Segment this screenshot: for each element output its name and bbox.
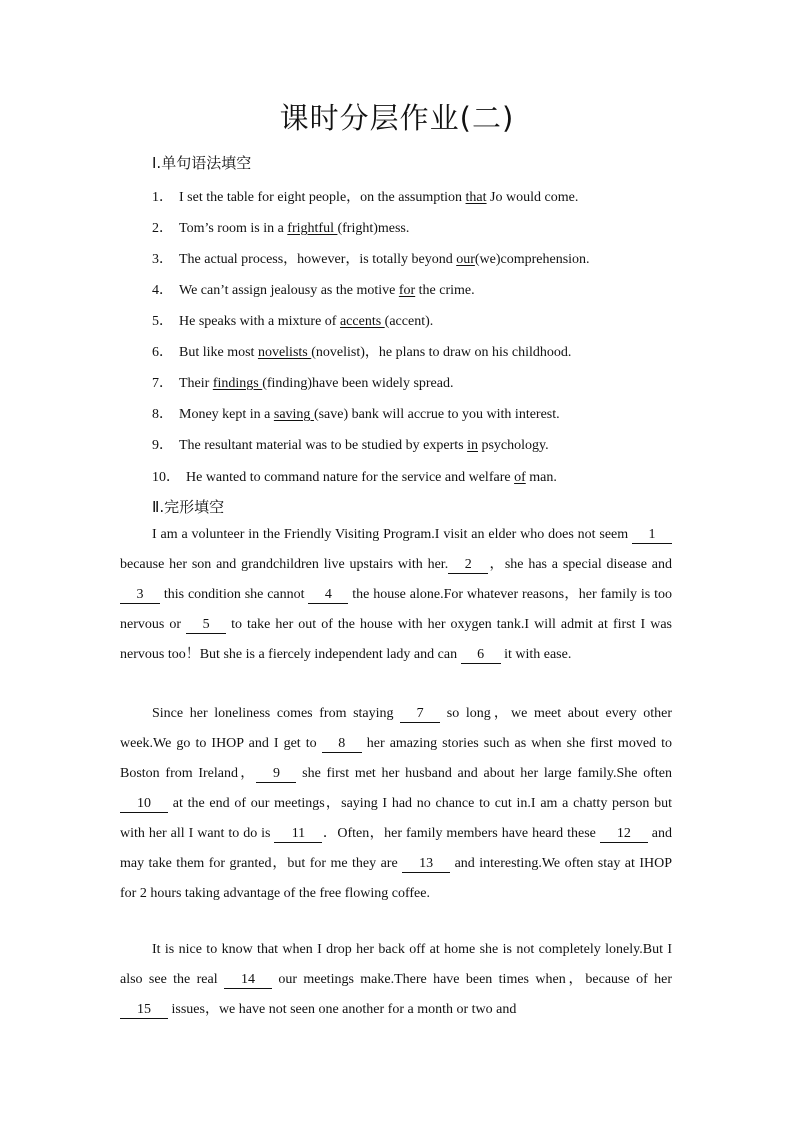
cloze-blank: 13 bbox=[402, 856, 450, 873]
question-text: But like most bbox=[179, 345, 258, 360]
question-number: 7． bbox=[152, 376, 173, 391]
question-item bbox=[152, 217, 409, 237]
answer-blank: frightful bbox=[287, 221, 338, 236]
cloze-blank: 14 bbox=[224, 972, 272, 989]
cloze-text: this condition she cannot bbox=[160, 587, 309, 602]
section-heading-cloze: Ⅱ.完形填空 bbox=[152, 498, 225, 516]
cloze-text: It is nice to know that when I drop her back off at home she is not completely lonely.But I also see the real bbox=[120, 942, 672, 987]
question-item bbox=[152, 403, 560, 423]
cloze-text: Since her loneliness comes from staying bbox=[152, 706, 401, 721]
question-item bbox=[152, 279, 475, 299]
cloze-text: issues，we have not seen one another for a month or two and bbox=[168, 1002, 517, 1017]
question-number: 9． bbox=[152, 438, 173, 453]
question-item bbox=[152, 434, 549, 454]
cloze-text: ，she has a special disease and bbox=[488, 557, 672, 572]
answer-blank: accents bbox=[339, 314, 385, 329]
cloze-blank: 10 bbox=[120, 796, 168, 813]
page-title: 课时分层作业(二) bbox=[279, 101, 515, 135]
cloze-text: so long，we meet about every other week.We go to IHOP and I get to bbox=[120, 706, 672, 751]
cloze-text: she first met her husband and about her large family.She often bbox=[296, 766, 672, 781]
cloze-blank: 4 bbox=[308, 587, 348, 604]
cloze-text: and may take them for granted，but for me they are bbox=[120, 826, 672, 871]
cloze-text: our meetings make.There have been times when，because of her bbox=[271, 972, 672, 987]
question-text: The resultant material was to be studied by experts bbox=[179, 438, 468, 453]
answer-blank: findings bbox=[212, 376, 263, 391]
cloze-text: at the end of our meetings，saying I had no chance to cut in.I am a chatty person but with her all I want to do is bbox=[120, 796, 672, 841]
question-text: (novelist)，he plans to draw on his childhood. bbox=[311, 345, 572, 360]
question-text: the crime. bbox=[415, 283, 475, 298]
question-item bbox=[152, 372, 453, 392]
answer-blank: novelists bbox=[257, 345, 312, 360]
cloze-blank: 12 bbox=[600, 826, 648, 843]
question-item bbox=[152, 186, 578, 206]
question-text: (we)comprehension. bbox=[474, 252, 590, 267]
question-item bbox=[152, 248, 590, 268]
cloze-paragraph-2 bbox=[120, 699, 672, 909]
cloze-text: her amazing stories such as when she first moved to Boston from Ireland， bbox=[120, 736, 672, 781]
answer-blank: in bbox=[467, 438, 478, 453]
cloze-text: I am a volunteer in the Friendly Visiting Program.I visit an elder who does not seem bbox=[152, 527, 632, 542]
cloze-paragraph-3 bbox=[120, 935, 672, 1025]
cloze-text: to take her out of the house with her oxygen tank.I will admit at first I was nervous too！But she is a fiercely independent lady and can bbox=[120, 617, 672, 662]
question-text: Jo would come. bbox=[486, 190, 579, 205]
cloze-blank: 5 bbox=[186, 617, 226, 634]
question-text: man. bbox=[525, 470, 557, 485]
cloze-blank: 11 bbox=[274, 826, 322, 843]
answer-blank: our bbox=[456, 252, 475, 267]
question-text: The actual process，however，is totally beyond bbox=[179, 252, 457, 267]
cloze-blank: 3 bbox=[120, 587, 160, 604]
cloze-text: ．Often，her family members have heard these bbox=[322, 826, 600, 841]
cloze-blank: 8 bbox=[322, 736, 362, 753]
question-text: (save) bank will accrue to you with interest. bbox=[313, 407, 560, 422]
question-text: We can’t assign jealousy as the motive bbox=[179, 283, 399, 298]
question-text: Tom’s room is in a bbox=[179, 221, 288, 236]
cloze-blank: 2 bbox=[448, 557, 488, 574]
question-text: (accent). bbox=[384, 314, 434, 329]
cloze-text: because her son and grandchildren live upstairs with her. bbox=[120, 557, 449, 572]
question-text: I set the table for eight people，on the assumption bbox=[179, 190, 466, 205]
question-item bbox=[152, 466, 557, 486]
cloze-blank: 7 bbox=[400, 706, 440, 723]
question-number: 4． bbox=[152, 283, 173, 298]
cloze-blank: 9 bbox=[256, 766, 296, 783]
question-text: (fright)mess. bbox=[337, 221, 410, 236]
question-text: Their bbox=[179, 376, 213, 391]
cloze-paragraph-1 bbox=[120, 520, 672, 670]
question-number: 2． bbox=[152, 221, 173, 236]
cloze-text: and interesting.We often stay at IHOP for 2 hours taking advantage of the free flowing coffee. bbox=[120, 856, 672, 901]
question-number: 3． bbox=[152, 252, 173, 267]
question-number: 6． bbox=[152, 345, 173, 360]
answer-blank: of bbox=[514, 470, 526, 485]
question-item bbox=[152, 310, 433, 330]
question-text: He speaks with a mixture of bbox=[179, 314, 340, 329]
question-number: 10． bbox=[152, 470, 180, 485]
question-text: He wanted to command nature for the service and welfare bbox=[186, 470, 515, 485]
cloze-blank: 1 bbox=[632, 527, 672, 544]
answer-blank: for bbox=[398, 283, 416, 298]
section-heading-grammar: Ⅰ.单句语法填空 bbox=[152, 154, 252, 172]
question-number: 5． bbox=[152, 314, 173, 329]
question-item bbox=[152, 341, 571, 361]
cloze-text: it with ease. bbox=[500, 647, 572, 662]
question-number: 8． bbox=[152, 407, 173, 422]
question-text: psychology. bbox=[477, 438, 549, 453]
answer-blank: saving bbox=[273, 407, 314, 422]
question-number: 1． bbox=[152, 190, 173, 205]
cloze-blank: 15 bbox=[120, 1002, 168, 1019]
cloze-text: the house alone.For whatever reasons，her family is too nervous or bbox=[120, 587, 672, 632]
question-text: Money kept in a bbox=[179, 407, 274, 422]
cloze-blank: 6 bbox=[461, 647, 501, 664]
answer-blank: that bbox=[465, 190, 487, 205]
question-text: (finding)have been widely spread. bbox=[262, 376, 454, 391]
